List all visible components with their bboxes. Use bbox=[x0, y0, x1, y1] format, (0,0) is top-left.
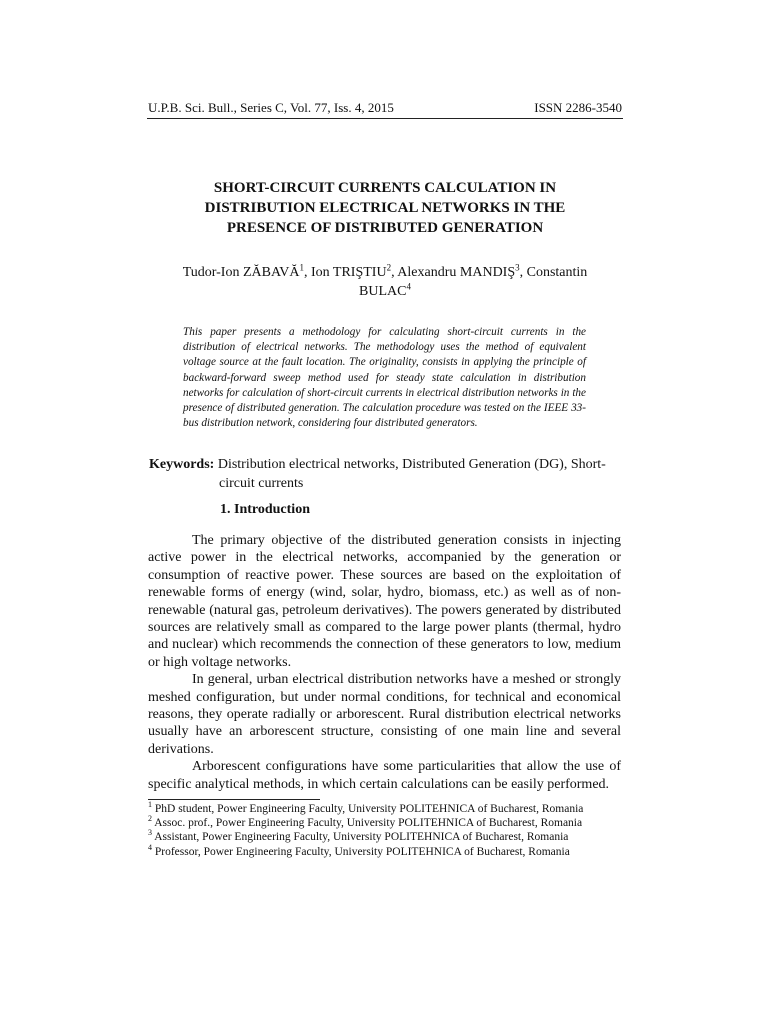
author-name: , Alexandru MANDIŞ bbox=[391, 265, 516, 280]
footnotes bbox=[148, 802, 628, 859]
footnote-text: PhD student, Power Engineering Faculty, University POLITEHNICA of Bucharest, Romania bbox=[152, 803, 584, 815]
running-header bbox=[148, 100, 622, 120]
footnote-number: 1 bbox=[148, 800, 152, 810]
author-name: Tudor-Ion ZĂBAVĂ bbox=[182, 265, 300, 280]
title-line: DISTRIBUTION ELECTRICAL NETWORKS IN THE bbox=[204, 200, 566, 216]
title-line: SHORT-CIRCUIT CURRENTS CALCULATION IN bbox=[213, 180, 557, 196]
author-name: , Constantin bbox=[519, 265, 588, 280]
footnote-divider bbox=[148, 799, 320, 800]
footnote-text: Assoc. prof., Power Engineering Faculty, University POLITEHNICA of Bucharest, Romania bbox=[152, 817, 583, 830]
keywords-label: Keywords: bbox=[149, 457, 215, 472]
paragraph: The primary objective of the distributed generation consists in injecting active power in the electrical networks, accompanied by the generation or consumption of reactive power. These sources are based on the exploitation of renewable forms of energy (wind, solar, hydro, biomass, etc.) as well as of non-renewable (natural gas, petroleum derivatives). The powers generated by distributed sources are relatively small as compared to the large power plants (thermal, hydro and nuclear) which recommends the connection of these generators to low, medium or high voltage networks. bbox=[148, 533, 621, 670]
author-line bbox=[150, 263, 620, 282]
header-divider bbox=[147, 118, 623, 119]
author-name: , Ion TRIŞTIU bbox=[304, 265, 387, 280]
keywords-text: circuit currents bbox=[219, 476, 304, 491]
keywords bbox=[149, 455, 621, 493]
body-text bbox=[148, 532, 621, 793]
footnote bbox=[148, 816, 628, 830]
paragraph: In general, urban electrical distribution networks have a meshed or strongly meshed configuration, but under normal conditions, for technical and economical reasons, they operate radially or arborescent. Rural distribution electrical networks usually have an arborescent structure, consisting of one main line and several derivations. bbox=[148, 672, 621, 757]
author-affiliation-mark: 1 bbox=[299, 262, 304, 273]
author-list bbox=[150, 263, 620, 301]
author-line bbox=[150, 282, 620, 301]
footnote bbox=[148, 802, 628, 816]
journal-citation: U.P.B. Sci. Bull., Series C, Vol. 77, Iss. 4, 2015 bbox=[148, 100, 394, 115]
issn-number: ISSN 2286-3540 bbox=[534, 100, 622, 115]
author-name: BULAC bbox=[359, 284, 407, 299]
footnote bbox=[148, 842, 628, 859]
keywords-line bbox=[149, 455, 621, 474]
paper-title bbox=[150, 178, 620, 238]
footnote-text: Professor, Power Engineering Faculty, University POLITEHNICA of Bucharest, Romania bbox=[152, 845, 570, 858]
footnote-number: 2 bbox=[148, 814, 152, 824]
abstract: This paper presents a methodology for calculating short-circuit currents in the distribution of electrical networks. The methodology uses the method of equivalent voltage source at the fault location. The originality, consists in applying the principle of backward-forward sweep method used for steady state calculation in distribution networks for calculation of short-circuit currents in electrical distribution networks in the presence of distributed generation. The calculation procedure was tested on the IEEE 33-bus distribution network, considering four distributed generators. bbox=[183, 326, 586, 430]
footnote-number: 3 bbox=[148, 828, 152, 838]
footnote bbox=[148, 830, 628, 844]
section-heading: 1. Introduction bbox=[220, 502, 310, 517]
paragraph: Arborescent configurations have some particularities that allow the use of specific analytical methods, in which certain calculations can be easily performed. bbox=[148, 759, 621, 792]
author-affiliation-mark: 3 bbox=[515, 262, 520, 273]
author-affiliation-mark: 4 bbox=[406, 281, 411, 292]
footnote-number: 4 bbox=[148, 842, 152, 852]
keywords-text: Distribution electrical networks, Distributed Generation (DG), Short- bbox=[214, 457, 606, 472]
footnote-text: Assistant, Power Engineering Faculty, University POLITEHNICA of Bucharest, Romania bbox=[152, 831, 569, 844]
title-line: PRESENCE OF DISTRIBUTED GENERATION bbox=[226, 220, 544, 236]
author-affiliation-mark: 2 bbox=[386, 262, 392, 273]
